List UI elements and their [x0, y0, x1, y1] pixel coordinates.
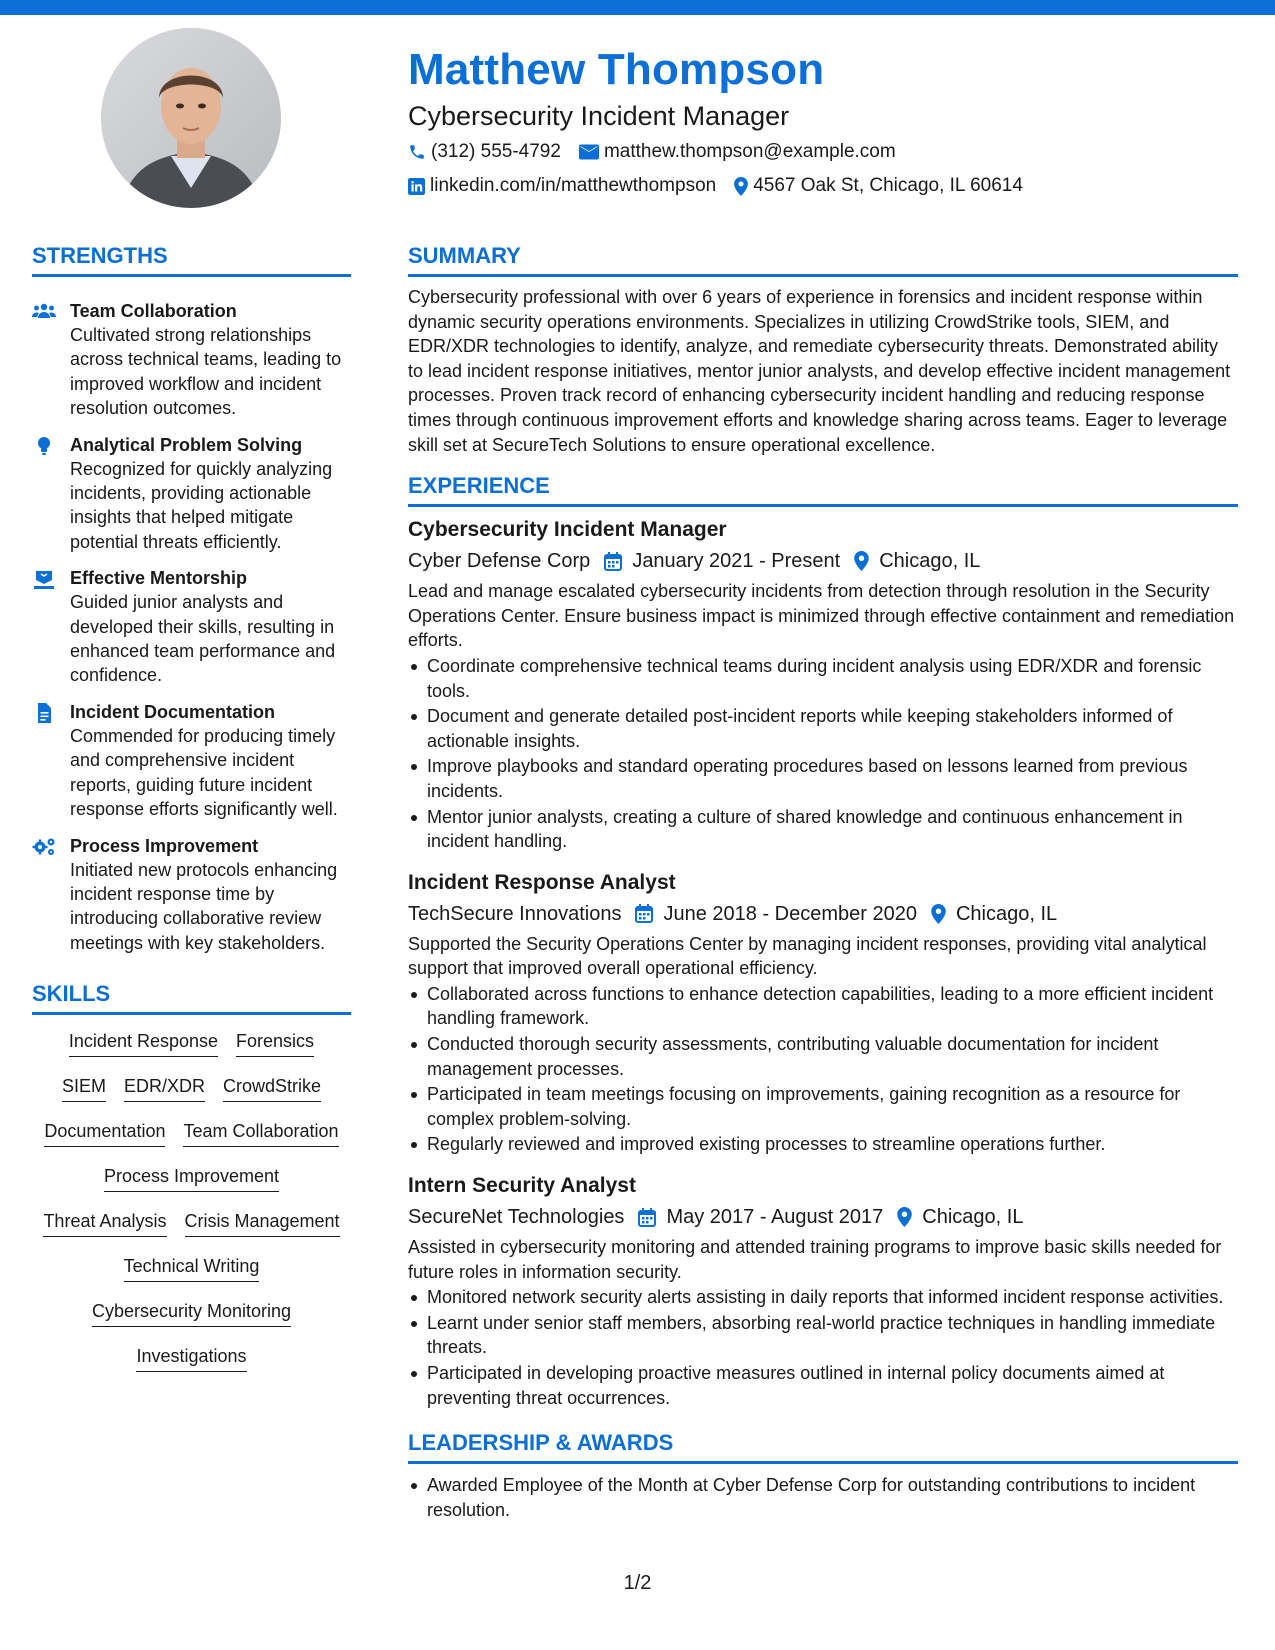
map-pin-icon — [931, 904, 946, 924]
job-description: Lead and manage escalated cybersecurity incidents from detection through resolution in the Security Operations Center. Ensure business impact is minimized through effective containment and remediation efforts. — [408, 581, 1235, 651]
map-pin-icon — [854, 551, 869, 571]
job-title: Intern Security Analyst — [408, 1174, 636, 1198]
strength-title: Analytical Problem Solving — [70, 434, 303, 455]
map-pin-icon — [897, 1207, 912, 1227]
skill-tag: Technical Writing — [124, 1254, 260, 1282]
contact-row-2 — [408, 170, 1238, 202]
linkedin-contact[interactable] — [408, 170, 716, 202]
strength-desc: Recognized for quickly analyzing incidents, providing actionable insights that helped mitigate potential threats efficiently. — [70, 458, 333, 552]
map-pin-icon — [734, 177, 748, 196]
leadership-heading: LEADERSHIP & AWARDS — [408, 1428, 1238, 1464]
phone-contact[interactable] — [408, 136, 561, 168]
skill-tag: Documentation — [44, 1119, 165, 1147]
job-dates: May 2017 - August 2017 — [666, 1206, 884, 1229]
strength-title: Team Collaboration — [70, 301, 237, 321]
summary-text: Cybersecurity professional with over 6 years of experience in forensics and incident response within dynamic security operations environments. Specializes in utilizing CrowdStrike tools, SIEM, and EDR/XDR technologies to identify, analyze, and remediate cybersecurity threats. Demonstrated ability to lead incident response initiatives, mentor junior analysts, and develop effective incident management processes. Proven track record of enhancing cybersecurity incident handling and reducing response times through continuous improvement efforts and knowledge sharing across teams. Eager to leverage skill set at SecureTech Solutions to ensure operational excellence. — [408, 287, 1231, 455]
calendar-icon — [604, 552, 622, 571]
phone-icon — [408, 143, 426, 161]
phone-text: (312) 555-4792 — [431, 141, 561, 162]
strength-title: Process Improvement — [70, 835, 259, 856]
job-bullets — [408, 982, 1238, 1157]
skills-heading: SKILLS — [32, 979, 351, 1015]
strength-desc: Commended for producing timely and comprehensive incident reports, guiding future incident response efforts significantly well. — [70, 725, 338, 820]
calendar-icon — [635, 904, 653, 923]
address-text: 4567 Oak St, Chicago, IL 60614 — [753, 175, 1023, 196]
strength-title: Effective Mentorship — [70, 568, 248, 589]
address-contact — [734, 170, 1023, 202]
strength-desc: Cultivated strong relationships across technical teams, leading to improved workflow and incident resolution outcomes. — [70, 325, 342, 419]
strength-item — [32, 700, 351, 822]
job-dates: June 2018 - December 2020 — [663, 902, 917, 925]
job-bullet: Learnt under senior staff members, absorbing real-world practice techniques in handling immediate threats. — [408, 1311, 1238, 1360]
skill-tag: Threat Analysis — [43, 1209, 166, 1237]
skill-tag: Investigations — [136, 1344, 246, 1372]
skill-tag: Team Collaboration — [183, 1119, 338, 1147]
contact-row-1 — [408, 136, 1238, 168]
skill-tag: SIEM — [62, 1074, 106, 1102]
skill-tag: Forensics — [236, 1029, 314, 1057]
job-description: Assisted in cybersecurity monitoring and attended training programs to improve basic skills needed for future roles in information security. — [408, 1237, 1222, 1282]
email-contact[interactable] — [579, 136, 896, 168]
strength-title: Incident Documentation — [70, 701, 276, 722]
linkedin-text: linkedin.com/in/matthewthompson — [430, 175, 717, 196]
job-bullet: Collaborated across functions to enhance detection capabilities, leading to a more efficient incident handling framework. — [408, 982, 1238, 1031]
skill-tag: EDR/XDR — [124, 1074, 205, 1102]
job-location: Chicago, IL — [955, 902, 1058, 925]
job-bullets — [408, 654, 1238, 854]
page-number: 1/2 — [623, 1572, 652, 1594]
job-title: Incident Response Analyst — [408, 870, 676, 894]
job-bullet: Document and generate detailed post-incident reports while keeping stakeholders informed of actionable insights. — [408, 704, 1238, 753]
job-bullets — [408, 1285, 1238, 1410]
strength-item — [32, 566, 351, 688]
job-company: TechSecure Innovations — [408, 902, 622, 925]
skill-tag: Crisis Management — [185, 1209, 340, 1237]
left-column — [32, 241, 351, 1389]
job-company: Cyber Defense Corp — [408, 550, 591, 573]
document-icon — [32, 703, 56, 723]
job-company: SecureNet Technologies — [408, 1206, 625, 1229]
strength-item — [32, 299, 351, 421]
strength-desc: Guided junior analysts and developed their skills, resulting in enhanced team performance and confidence. — [70, 592, 336, 686]
job-meta — [408, 898, 1238, 930]
job-description: Supported the Security Operations Center by managing incident responses, providing vital analytical support that improved overall operational efficiency. — [408, 933, 1207, 979]
linkedin-icon — [408, 178, 425, 195]
job-title: Cybersecurity Incident Manager — [408, 518, 727, 542]
job-location: Chicago, IL — [922, 1206, 1024, 1229]
users-icon — [32, 302, 56, 320]
resume-header — [408, 42, 1238, 202]
graduation-cap-icon — [32, 569, 56, 589]
envelope-icon — [579, 144, 599, 160]
skill-tag: Process Improvement — [104, 1164, 279, 1192]
strength-desc: Initiated new protocols enhancing incident response time by introducing collaborative review meetings with key stakeholders. — [70, 859, 338, 953]
job-bullet: Participated in team meetings focusing on improvements, gaining recognition as a resource for complex problem-solving. — [408, 1082, 1238, 1131]
job-bullet: Mentor junior analysts, creating a culture of shared knowledge and continuous enhancement in incident handling. — [408, 805, 1238, 854]
skill-tag: CrowdStrike — [223, 1074, 321, 1102]
candidate-role: Cybersecurity Incident Manager — [408, 101, 790, 131]
gears-icon — [32, 837, 56, 857]
job-bullet: Monitored network security alerts assisting in daily reports that informed incident response activities. — [408, 1285, 1238, 1310]
job-entry — [408, 1171, 1238, 1410]
email-text: matthew.thompson@example.com — [603, 141, 896, 162]
job-location: Chicago, IL — [879, 550, 981, 573]
calendar-icon — [638, 1208, 656, 1227]
top-accent-bar — [0, 0, 1275, 15]
candidate-name: Matthew Thompson — [408, 45, 825, 94]
job-bullet: Participated in developing proactive measures outlined in internal policy documents aimed at preventing threat occurrences. — [408, 1361, 1238, 1410]
job-bullet: Regularly reviewed and improved existing processes to streamline operations further. — [408, 1132, 1238, 1157]
lightbulb-icon — [32, 436, 56, 456]
experience-heading: EXPERIENCE — [408, 471, 1238, 507]
skill-tag: Cybersecurity Monitoring — [92, 1299, 291, 1327]
job-entry — [408, 515, 1238, 854]
skill-tag: Incident Response — [69, 1029, 218, 1057]
strength-item — [32, 433, 351, 555]
right-column — [408, 241, 1238, 1522]
leadership-list — [408, 1473, 1238, 1522]
strengths-heading: STRENGTHS — [32, 241, 351, 277]
award-item: Awarded Employee of the Month at Cyber Defense Corp for outstanding contributions to incident resolution. — [408, 1473, 1238, 1522]
job-entry — [408, 868, 1238, 1157]
strength-item — [32, 834, 351, 956]
job-bullet: Improve playbooks and standard operating procedures based on lessons learned from previous incidents. — [408, 754, 1238, 803]
profile-photo — [101, 28, 281, 208]
job-bullet: Coordinate comprehensive technical teams during incident analysis using EDR/XDR and forensic tools. — [408, 654, 1238, 703]
skills-list — [32, 1015, 351, 1389]
summary-heading: SUMMARY — [408, 241, 1238, 277]
job-bullet: Conducted thorough security assessments, contributing valuable documentation for incident management processes. — [408, 1032, 1238, 1081]
job-dates: January 2021 - Present — [632, 550, 841, 573]
job-meta — [408, 1201, 1238, 1233]
job-meta — [408, 545, 1238, 577]
